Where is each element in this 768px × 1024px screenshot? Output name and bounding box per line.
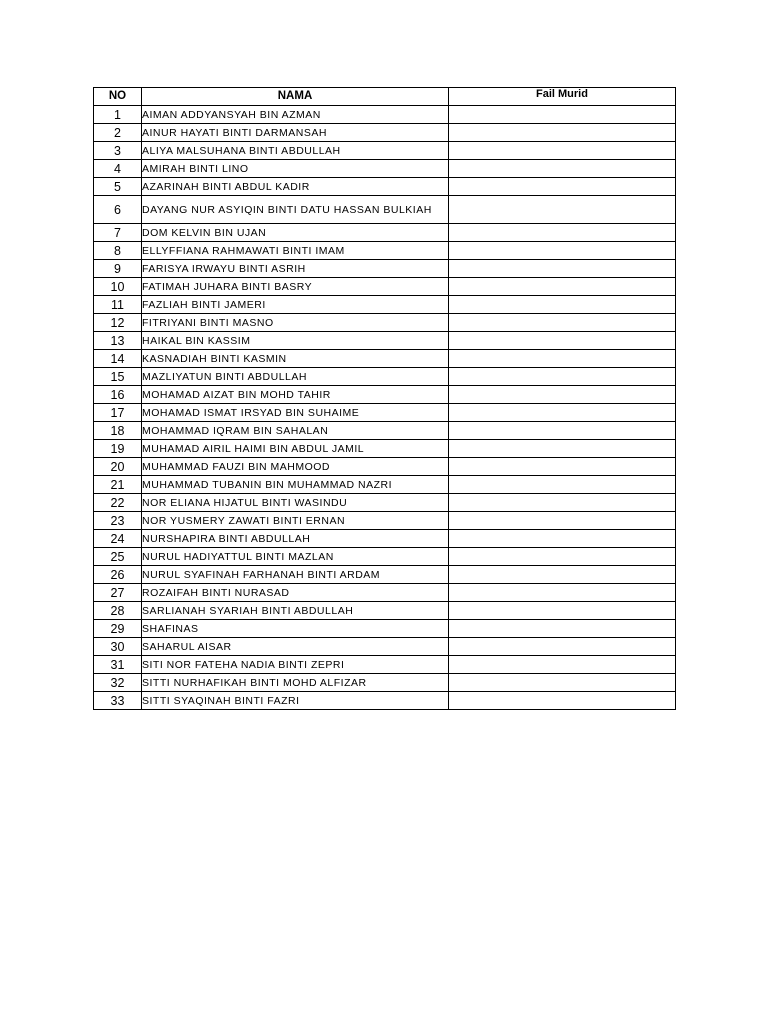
- student-name: SAHARUL AISAR: [142, 638, 449, 656]
- row-number: 26: [94, 566, 142, 584]
- student-name: DAYANG NUR ASYIQIN BINTI DATU HASSAN BULKIAH: [142, 196, 449, 224]
- table-row: [94, 386, 676, 404]
- student-name: SHAFINAS: [142, 620, 449, 638]
- table-row: [94, 242, 676, 260]
- student-name: MOHAMMAD IQRAM BIN SAHALAN: [142, 422, 449, 440]
- fail-murid-cell: [449, 368, 676, 386]
- table-row: [94, 602, 676, 620]
- table-row: [94, 124, 676, 142]
- student-name: AINUR HAYATI BINTI DARMANSAH: [142, 124, 449, 142]
- row-number: 8: [94, 242, 142, 260]
- fail-murid-cell: [449, 422, 676, 440]
- fail-murid-cell: [449, 530, 676, 548]
- row-number: 4: [94, 160, 142, 178]
- fail-murid-cell: [449, 404, 676, 422]
- student-name: ALIYA MALSUHANA BINTI ABDULLAH: [142, 142, 449, 160]
- row-number: 1: [94, 106, 142, 124]
- student-name: MOHAMAD AIZAT BIN MOHD TAHIR: [142, 386, 449, 404]
- fail-murid-cell: [449, 548, 676, 566]
- table-row: [94, 368, 676, 386]
- table-row: [94, 494, 676, 512]
- row-number: 3: [94, 142, 142, 160]
- student-name: AZARINAH BINTI ABDUL KADIR: [142, 178, 449, 196]
- fail-murid-cell: [449, 278, 676, 296]
- student-name: NURUL SYAFINAH FARHANAH BINTI ARDAM: [142, 566, 449, 584]
- header-nama: NAMA: [142, 88, 449, 106]
- fail-murid-cell: [449, 242, 676, 260]
- table-row: [94, 476, 676, 494]
- fail-murid-cell: [449, 160, 676, 178]
- fail-murid-cell: [449, 692, 676, 710]
- table-row: [94, 260, 676, 278]
- table-row: [94, 160, 676, 178]
- row-number: 21: [94, 476, 142, 494]
- row-number: 20: [94, 458, 142, 476]
- student-name: DOM KELVIN BIN UJAN: [142, 224, 449, 242]
- table-row: [94, 404, 676, 422]
- row-number: 29: [94, 620, 142, 638]
- table-row: [94, 656, 676, 674]
- row-number: 5: [94, 178, 142, 196]
- student-name: ROZAIFAH BINTI NURASAD: [142, 584, 449, 602]
- student-name: SITTI SYAQINAH BINTI FAZRI: [142, 692, 449, 710]
- fail-murid-cell: [449, 178, 676, 196]
- fail-murid-cell: [449, 674, 676, 692]
- student-name: NOR YUSMERY ZAWATI BINTI ERNAN: [142, 512, 449, 530]
- table-header: [94, 88, 676, 106]
- row-number: 11: [94, 296, 142, 314]
- fail-murid-cell: [449, 512, 676, 530]
- fail-murid-cell: [449, 332, 676, 350]
- student-name: AIMAN ADDYANSYAH BIN AZMAN: [142, 106, 449, 124]
- fail-murid-cell: [449, 494, 676, 512]
- table-row: [94, 440, 676, 458]
- table-body: [94, 106, 676, 710]
- row-number: 25: [94, 548, 142, 566]
- fail-murid-cell: [449, 124, 676, 142]
- row-number: 23: [94, 512, 142, 530]
- table-row: [94, 350, 676, 368]
- student-name: MAZLIYATUN BINTI ABDULLAH: [142, 368, 449, 386]
- fail-murid-cell: [449, 566, 676, 584]
- fail-murid-cell: [449, 350, 676, 368]
- fail-murid-cell: [449, 458, 676, 476]
- table-row: [94, 674, 676, 692]
- table-row: [94, 278, 676, 296]
- table-row: [94, 142, 676, 160]
- row-number: 22: [94, 494, 142, 512]
- student-name: SITI NOR FATEHA NADIA BINTI ZEPRI: [142, 656, 449, 674]
- student-list-table: [93, 87, 676, 710]
- student-name: FATIMAH JUHARA BINTI BASRY: [142, 278, 449, 296]
- student-name: MUHAMMAD TUBANIN BIN MUHAMMAD NAZRI: [142, 476, 449, 494]
- header-row: [94, 88, 676, 106]
- fail-murid-cell: [449, 476, 676, 494]
- fail-murid-cell: [449, 296, 676, 314]
- row-number: 14: [94, 350, 142, 368]
- table-row: [94, 692, 676, 710]
- header-fail-murid: Fail Murid: [449, 88, 676, 106]
- table-row: [94, 196, 676, 224]
- fail-murid-cell: [449, 224, 676, 242]
- table-row: [94, 106, 676, 124]
- row-number: 6: [94, 196, 142, 224]
- fail-murid-cell: [449, 656, 676, 674]
- fail-murid-cell: [449, 386, 676, 404]
- fail-murid-cell: [449, 260, 676, 278]
- table-row: [94, 530, 676, 548]
- student-name: NURSHAPIRA BINTI ABDULLAH: [142, 530, 449, 548]
- table-row: [94, 638, 676, 656]
- row-number: 9: [94, 260, 142, 278]
- student-name: MUHAMMAD FAUZI BIN MAHMOOD: [142, 458, 449, 476]
- row-number: 24: [94, 530, 142, 548]
- student-name: FITRIYANI BINTI MASNO: [142, 314, 449, 332]
- table-row: [94, 422, 676, 440]
- row-number: 10: [94, 278, 142, 296]
- row-number: 33: [94, 692, 142, 710]
- row-number: 32: [94, 674, 142, 692]
- student-name: ELLYFFIANA RAHMAWATI BINTI IMAM: [142, 242, 449, 260]
- fail-murid-cell: [449, 106, 676, 124]
- row-number: 17: [94, 404, 142, 422]
- fail-murid-cell: [449, 620, 676, 638]
- fail-murid-cell: [449, 440, 676, 458]
- table-row: [94, 178, 676, 196]
- table-row: [94, 332, 676, 350]
- table-row: [94, 458, 676, 476]
- row-number: 28: [94, 602, 142, 620]
- table-row: [94, 566, 676, 584]
- header-no: NO: [94, 88, 142, 106]
- table-row: [94, 584, 676, 602]
- student-name: FAZLIAH BINTI JAMERI: [142, 296, 449, 314]
- student-name: MOHAMAD ISMAT IRSYAD BIN SUHAIME: [142, 404, 449, 422]
- row-number: 18: [94, 422, 142, 440]
- fail-murid-cell: [449, 314, 676, 332]
- table-row: [94, 548, 676, 566]
- fail-murid-cell: [449, 196, 676, 224]
- row-number: 19: [94, 440, 142, 458]
- fail-murid-cell: [449, 142, 676, 160]
- student-name: KASNADIAH BINTI KASMIN: [142, 350, 449, 368]
- row-number: 12: [94, 314, 142, 332]
- table-row: [94, 296, 676, 314]
- fail-murid-cell: [449, 602, 676, 620]
- student-name: FARISYA IRWAYU BINTI ASRIH: [142, 260, 449, 278]
- student-name: SITTI NURHAFIKAH BINTI MOHD ALFIZAR: [142, 674, 449, 692]
- row-number: 27: [94, 584, 142, 602]
- row-number: 2: [94, 124, 142, 142]
- row-number: 7: [94, 224, 142, 242]
- student-name: AMIRAH BINTI LINO: [142, 160, 449, 178]
- table-row: [94, 224, 676, 242]
- student-name: HAIKAL BIN KASSIM: [142, 332, 449, 350]
- table-row: [94, 512, 676, 530]
- table-row: [94, 620, 676, 638]
- student-name: NOR ELIANA HIJATUL BINTI WASINDU: [142, 494, 449, 512]
- fail-murid-cell: [449, 638, 676, 656]
- row-number: 30: [94, 638, 142, 656]
- table-row: [94, 314, 676, 332]
- row-number: 15: [94, 368, 142, 386]
- row-number: 16: [94, 386, 142, 404]
- fail-murid-cell: [449, 584, 676, 602]
- student-name: NURUL HADIYATTUL BINTI MAZLAN: [142, 548, 449, 566]
- row-number: 13: [94, 332, 142, 350]
- row-number: 31: [94, 656, 142, 674]
- student-name: MUHAMAD AIRIL HAIMI BIN ABDUL JAMIL: [142, 440, 449, 458]
- student-name: SARLIANAH SYARIAH BINTI ABDULLAH: [142, 602, 449, 620]
